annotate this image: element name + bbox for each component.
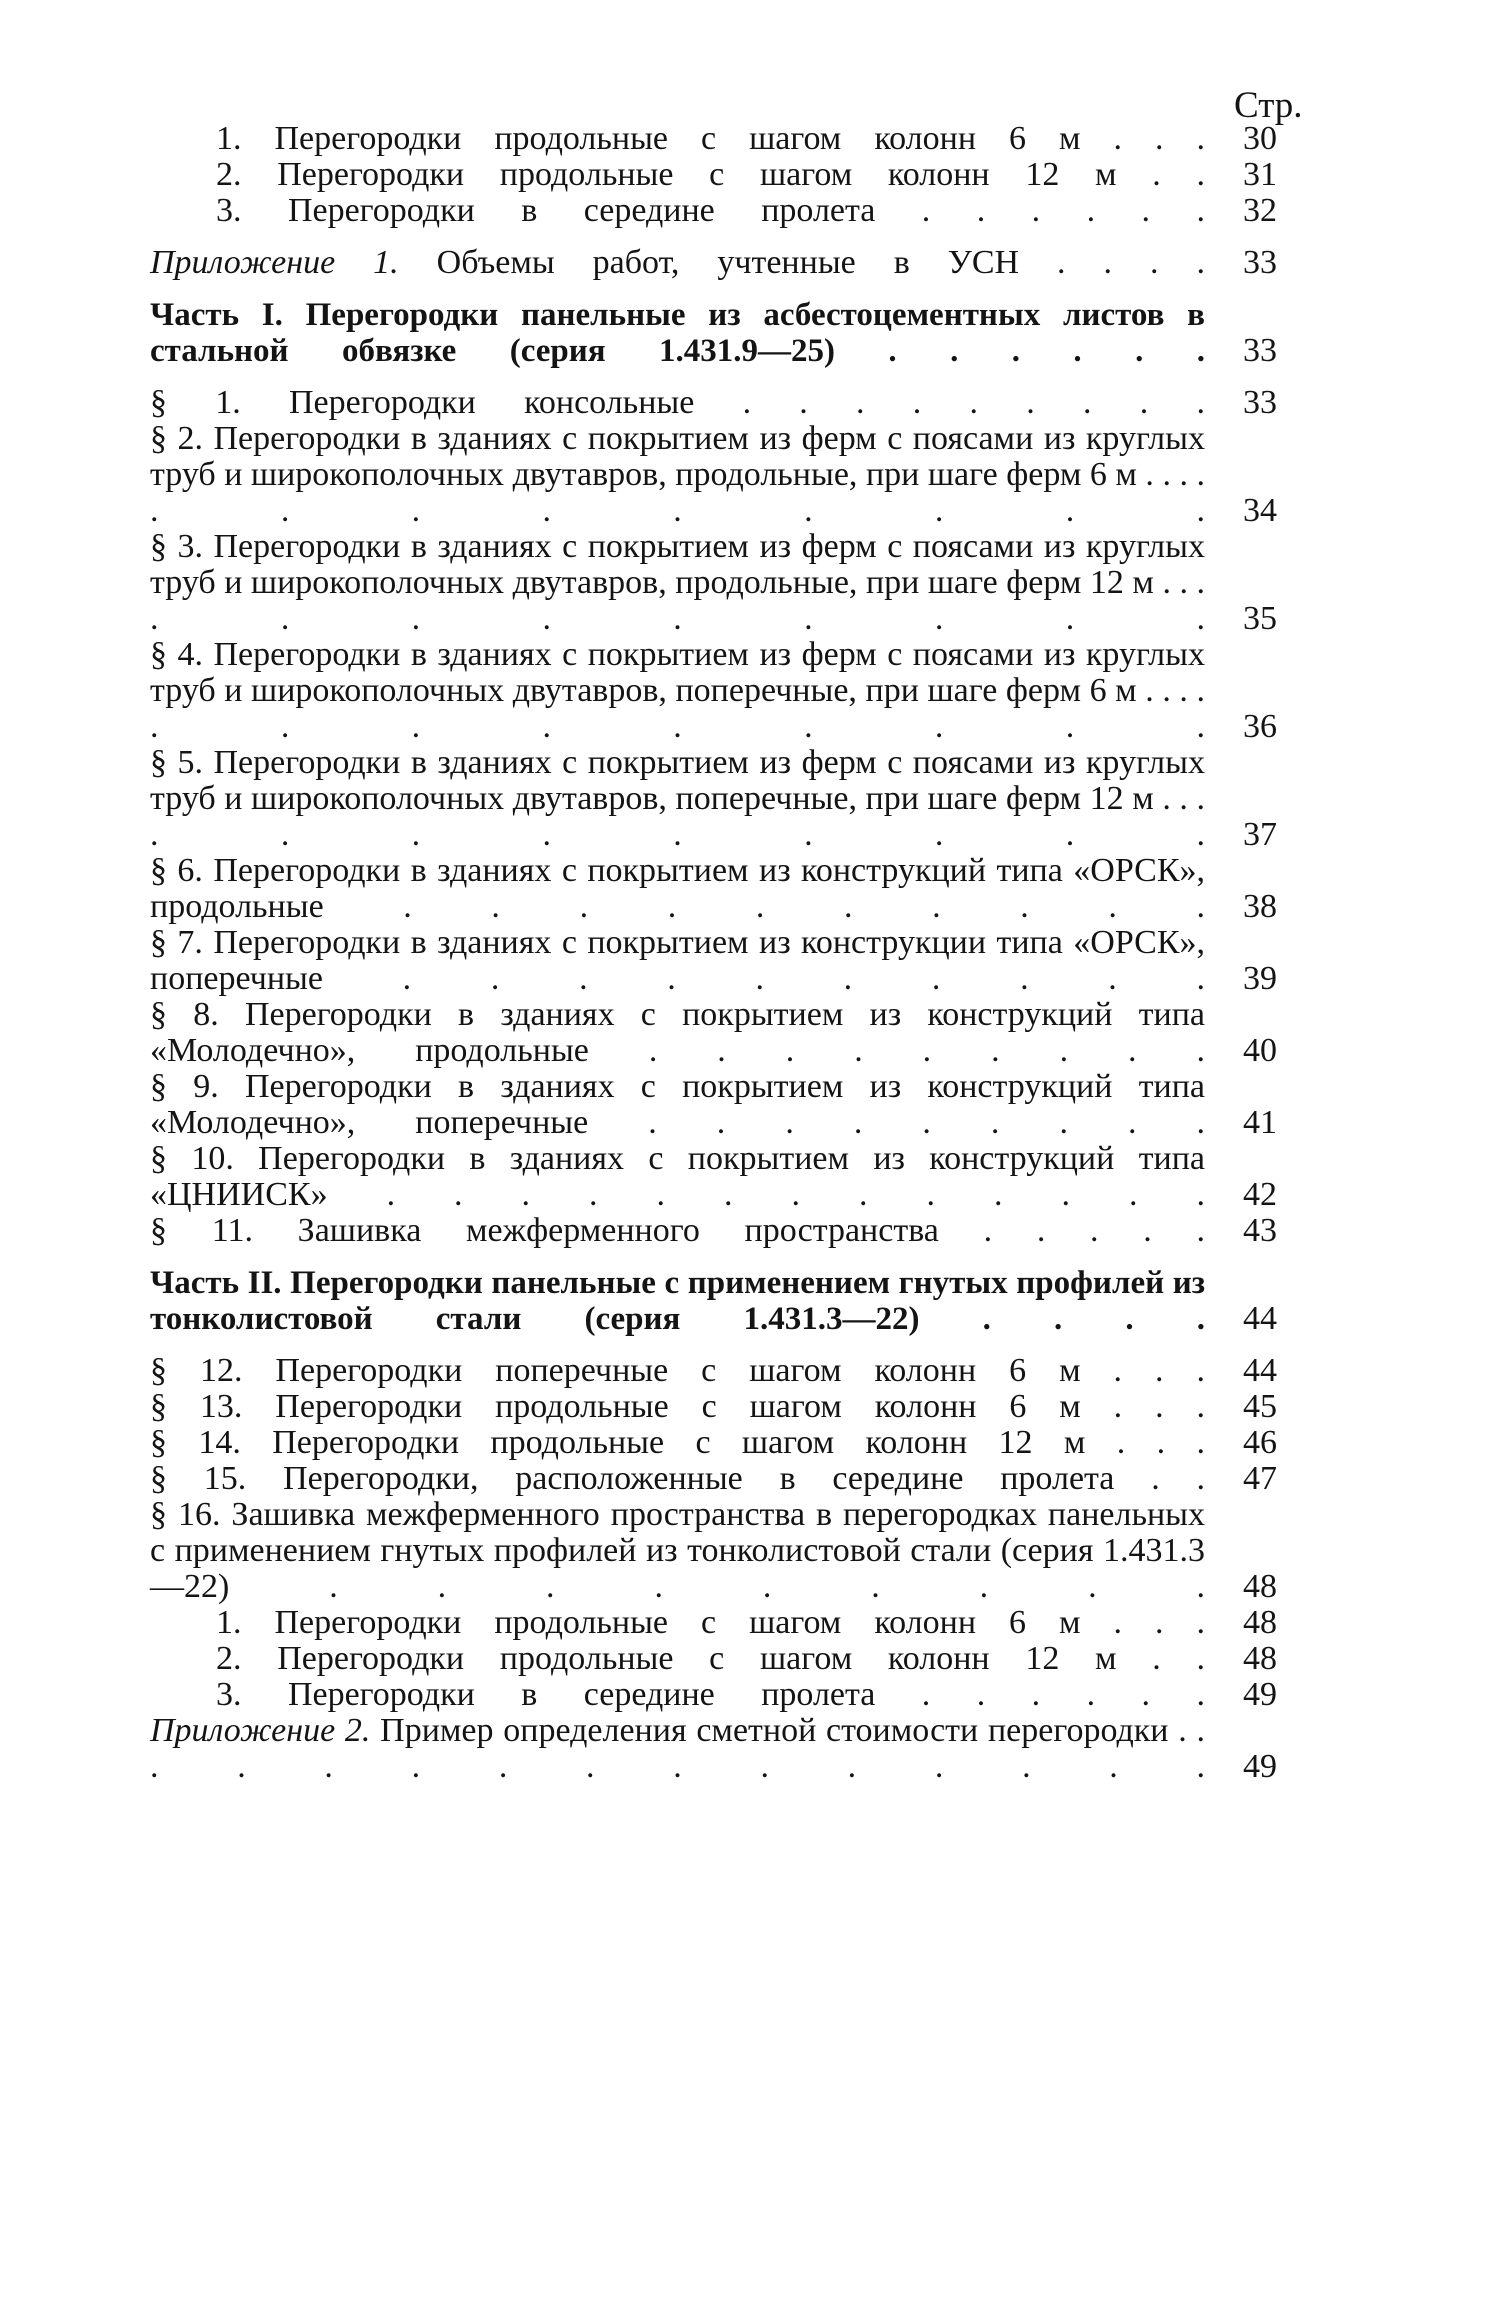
toc-entry-text — [150, 1713, 1205, 1785]
toc-page-number: 35 — [1243, 600, 1277, 637]
toc-entry — [150, 385, 1300, 421]
toc-page-number: 43 — [1243, 1212, 1277, 1249]
toc-entry — [150, 997, 1300, 1069]
toc-page-number: 33 — [1243, 244, 1277, 281]
toc-entry — [150, 1265, 1300, 1337]
toc-entry-text: § 13. Перегородки продольные с шагом колонн 6 м . . . — [150, 1388, 1205, 1425]
toc-page-number: 38 — [1243, 888, 1277, 925]
toc-entry — [150, 121, 1300, 157]
toc-entry-text: § 6. Перегородки в зданиях с покрытием из конструкций типа «ОРСК», продольные . . . . . . . . . . — [150, 852, 1205, 925]
toc-entry — [150, 637, 1300, 745]
appendix-title: Объемы работ, учтенные в УСН . . . . — [398, 244, 1205, 281]
toc-entry-text: 1. Перегородки продольные с шагом колонн 6 м . . . — [216, 120, 1205, 157]
toc-page-number: 42 — [1243, 1176, 1277, 1213]
toc-entry-text: § 9. Перегородки в зданиях с покрытием из конструкций типа «Молодечно», поперечные . . . . . . . . . — [150, 1068, 1205, 1141]
toc-entry-text: § 16. Зашивка межферменного пространства в перегородках панельных с применением гнутых профилей из тонколистовой стали (серия 1.431.3—22) . . . . . . . . . — [150, 1496, 1205, 1605]
toc-entry — [150, 1641, 1300, 1677]
toc-page-number: 48 — [1243, 1604, 1277, 1641]
toc-page-number: 32 — [1243, 192, 1277, 229]
toc-entry-text: 1. Перегородки продольные с шагом колонн 6 м . . . — [216, 1604, 1205, 1641]
toc-page-number: 31 — [1243, 156, 1277, 193]
toc-entry-text: § 12. Перегородки поперечные с шагом колонн 6 м . . . — [150, 1352, 1205, 1389]
toc-page-number: 49 — [1243, 1676, 1277, 1713]
toc-entry — [150, 193, 1300, 229]
toc-entry-text: § 8. Перегородки в зданиях с покрытием из конструкций типа «Молодечно», продольные . . . . . . . . . — [150, 996, 1205, 1069]
toc-page-number: 48 — [1243, 1568, 1277, 1605]
toc-entry-text: § 14. Перегородки продольные с шагом колонн 12 м . . . — [150, 1424, 1205, 1461]
toc-entry-text: 2. Перегородки продольные с шагом колонн 12 м . . — [216, 1640, 1205, 1677]
toc-entry-text — [150, 245, 1205, 281]
toc-entry-text: § 10. Перегородки в зданиях с покрытием из конструкций типа «ЦНИИСК» . . . . . . . . . . . . . — [150, 1140, 1205, 1213]
toc-page-number: 30 — [1243, 120, 1277, 157]
toc-entry — [150, 1677, 1300, 1713]
toc-page-number: 39 — [1243, 960, 1277, 997]
toc-page-number: 44 — [1243, 1300, 1277, 1337]
toc-page-number: 33 — [1243, 332, 1277, 369]
toc-entry-text: 2. Перегородки продольные с шагом колонн 12 м . . — [216, 156, 1205, 193]
toc-entry — [150, 1605, 1300, 1641]
appendix-label: Приложение 2. — [150, 1712, 371, 1749]
toc-page-number: 48 — [1243, 1640, 1277, 1677]
page-column-header: Стр. — [1234, 85, 1303, 126]
toc-entry — [150, 1213, 1300, 1249]
appendix-label: Приложение 1. — [150, 244, 399, 281]
toc-page-number: 47 — [1243, 1460, 1277, 1497]
toc-entry — [150, 1713, 1300, 1785]
toc-entry — [150, 1353, 1300, 1389]
toc-entry — [150, 245, 1300, 281]
toc-entry-text: § 1. Перегородки консольные . . . . . . . . . — [150, 384, 1205, 421]
toc-page-number: 41 — [1243, 1104, 1277, 1141]
toc-entry — [150, 1425, 1300, 1461]
toc-entry — [150, 1461, 1300, 1497]
table-of-contents — [150, 121, 1300, 1785]
toc-entry — [150, 745, 1300, 853]
toc-page-number: 45 — [1243, 1388, 1277, 1425]
toc-page-number: 40 — [1243, 1032, 1277, 1069]
toc-page-number: 46 — [1243, 1424, 1277, 1461]
toc-entry — [150, 529, 1300, 637]
toc-entry — [150, 157, 1300, 193]
toc-page-number: 34 — [1243, 492, 1277, 529]
toc-entry — [150, 421, 1300, 529]
toc-entry — [150, 853, 1300, 925]
toc-entry-text: § 3. Перегородки в зданиях с покрытием из ферм с поясами из круглых труб и широкополочных двутавров, продольные, при шаге ферм 12 м . . . . . . . . . . . . — [150, 528, 1205, 637]
toc-entry — [150, 1141, 1300, 1213]
toc-entry-text: § 11. Зашивка межферменного пространства . . . . . — [150, 1212, 1205, 1249]
toc-page-number: 49 — [1243, 1748, 1277, 1785]
toc-page-number: 44 — [1243, 1352, 1277, 1389]
toc-entry-text: 3. Перегородки в середине пролета . . . . . . — [216, 192, 1205, 229]
toc-entry-text: § 15. Перегородки, расположенные в середине пролета . . — [150, 1460, 1205, 1497]
toc-page-number: 37 — [1243, 816, 1277, 853]
toc-entry — [150, 1069, 1300, 1141]
toc-page-number: 33 — [1243, 384, 1277, 421]
toc-entry-text: Часть II. Перегородки панельные с применением гнутых профилей из тонколистовой стали (серия 1.431.3—22) . . . . — [150, 1265, 1205, 1337]
toc-entry-text: 3. Перегородки в середине пролета . . . . . . — [216, 1676, 1205, 1713]
toc-entry-text: § 2. Перегородки в зданиях с покрытием из ферм с поясами из круглых труб и широкополочных двутавров, продольные, при шаге ферм 6 м . . . . . . . . . . . . . — [150, 420, 1205, 529]
toc-entry — [150, 297, 1300, 369]
toc-entry-text: § 7. Перегородки в зданиях с покрытием из конструкции типа «ОРСК», поперечные . . . . . . . . . . — [150, 924, 1205, 997]
appendix-title: Пример определения сметной стоимости перегородки . . . . . . . . . . . . . . . — [150, 1712, 1205, 1785]
toc-entry-text: § 5. Перегородки в зданиях с покрытием из ферм с поясами из круглых труб и широкополочных двутавров, поперечные, при шаге ферм 12 м . . . . . . . . . . . . — [150, 744, 1205, 853]
toc-entry-text: Часть I. Перегородки панельные из асбестоцементных листов в стальной обвязке (серия 1.431.9—25) . . . . . . — [150, 297, 1205, 369]
toc-page-number: 36 — [1243, 708, 1277, 745]
toc-entry — [150, 1389, 1300, 1425]
toc-entry — [150, 925, 1300, 997]
toc-entry — [150, 1497, 1300, 1605]
toc-entry-text: § 4. Перегородки в зданиях с покрытием из ферм с поясами из круглых труб и широкополочных двутавров, поперечные, при шаге ферм 6 м . . . . . . . . . . . . . — [150, 636, 1205, 745]
